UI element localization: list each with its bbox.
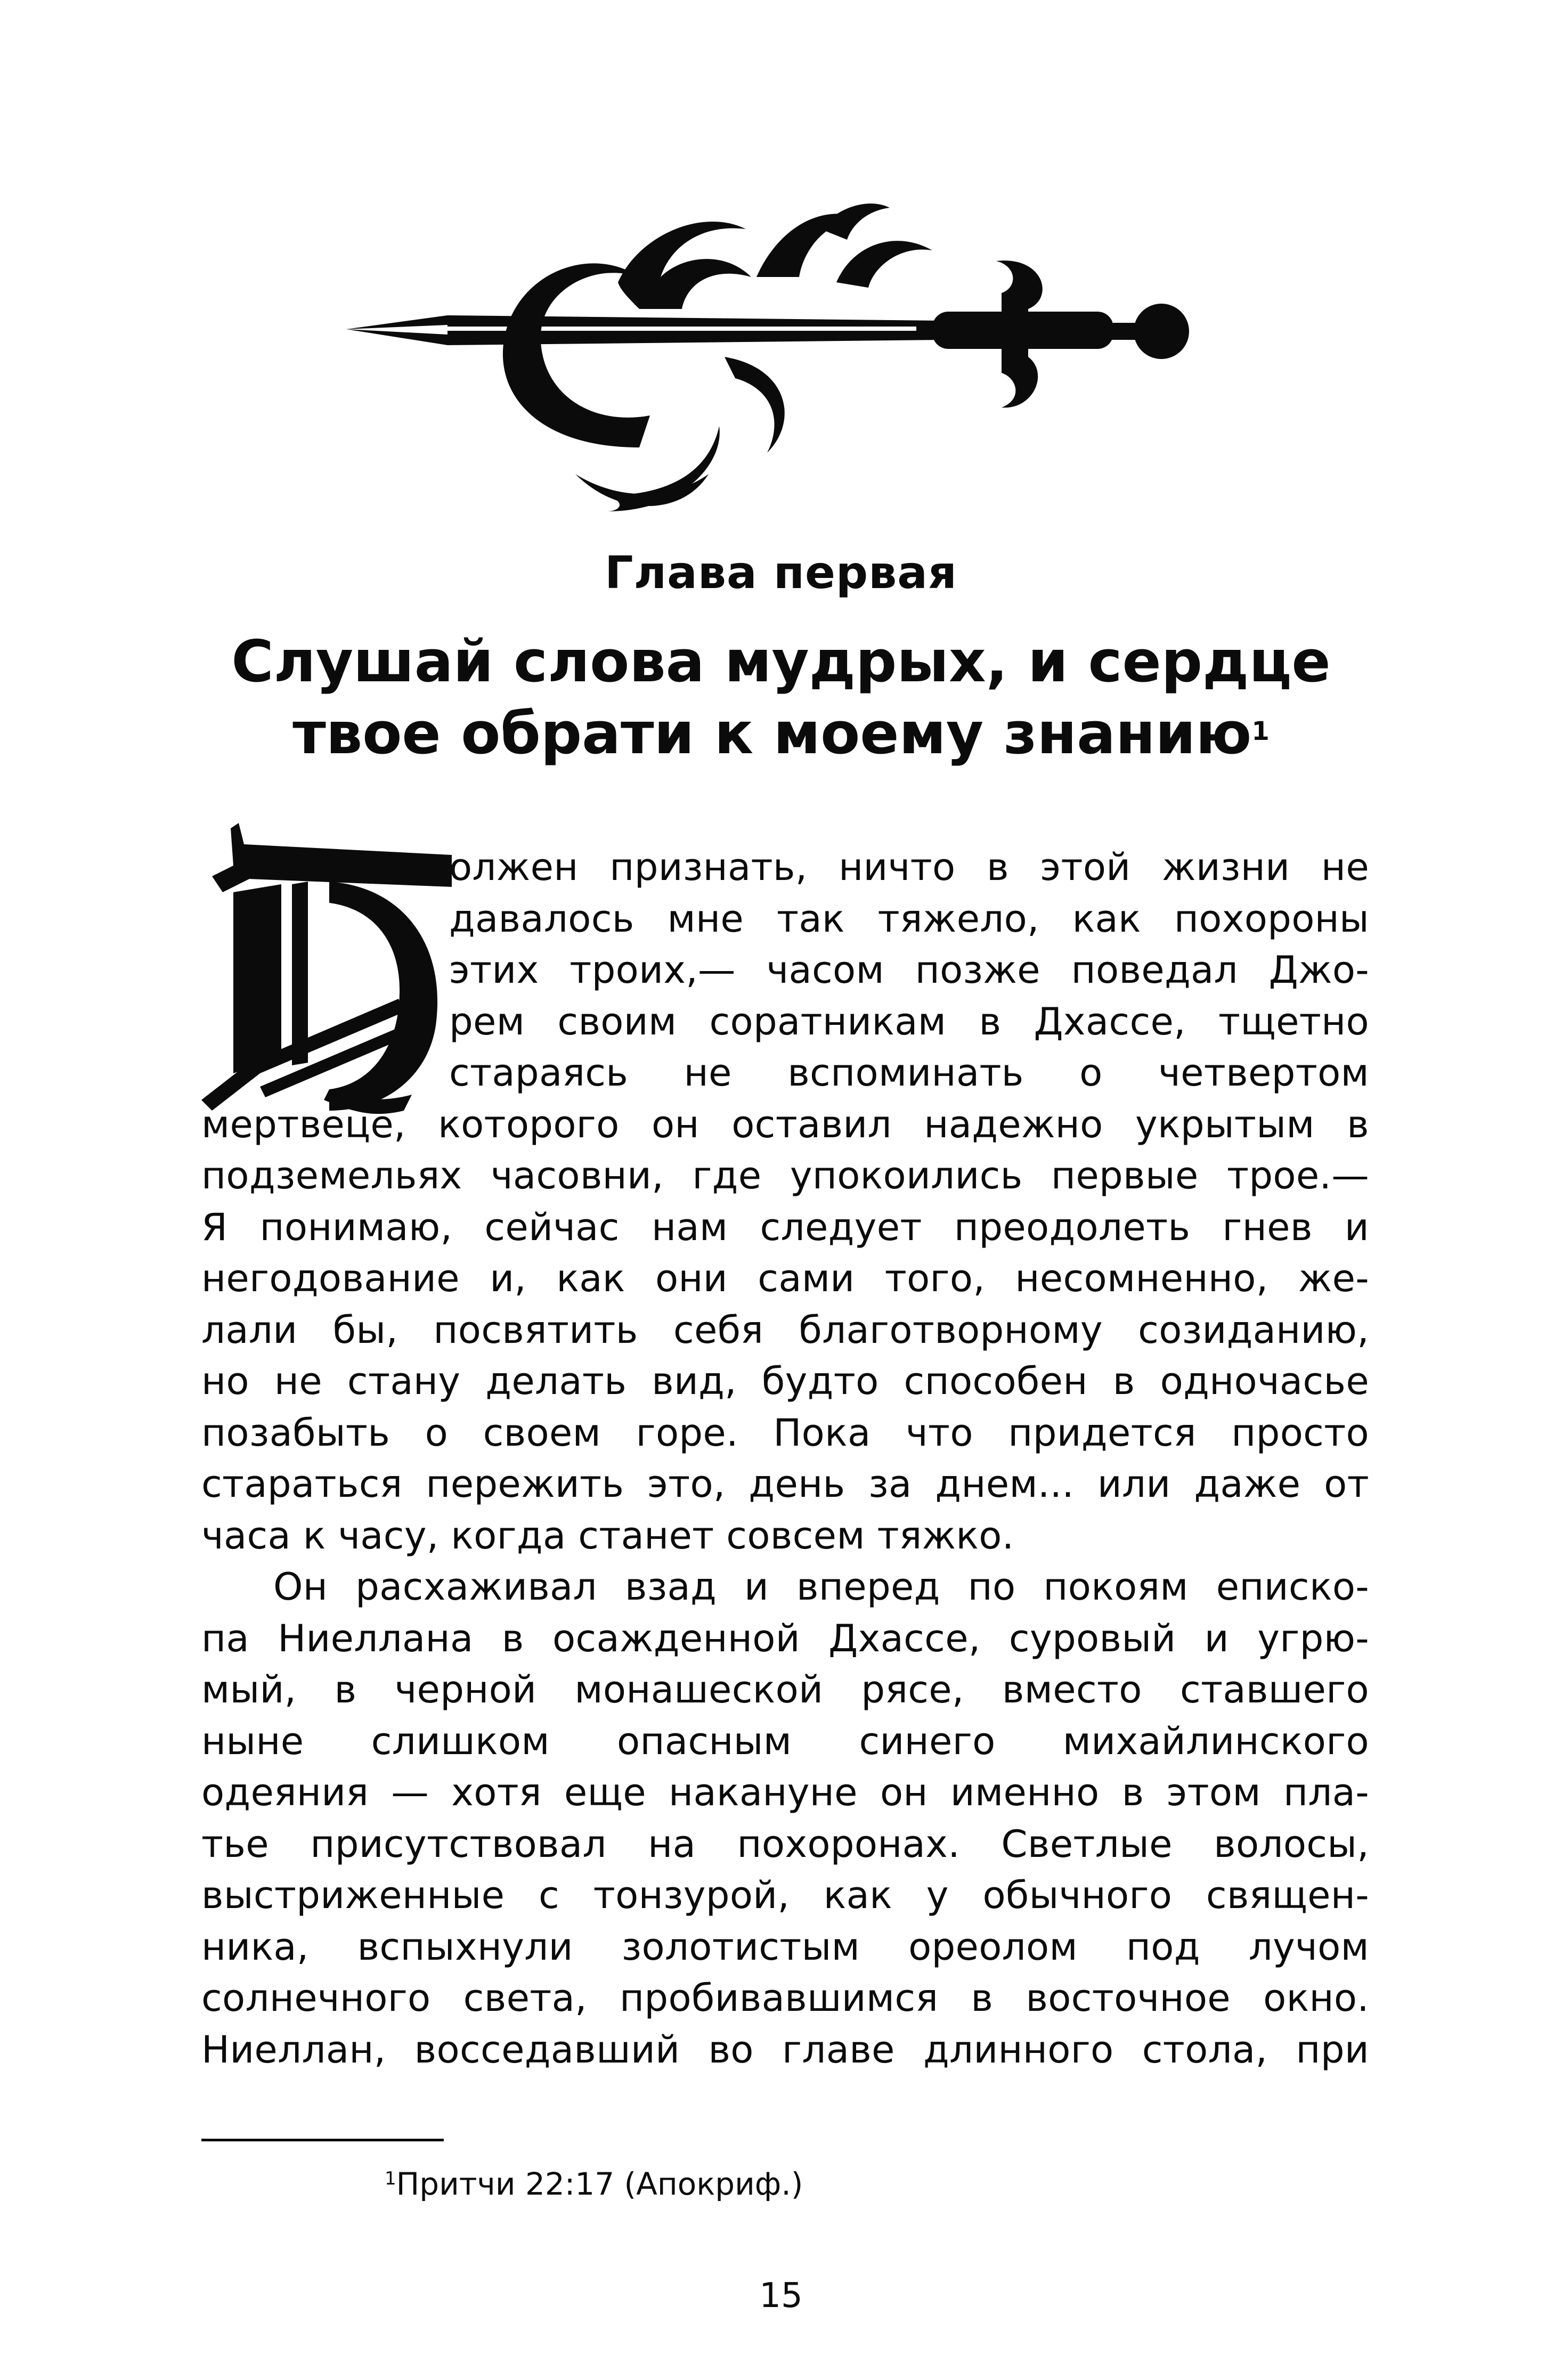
body-text: [201, 842, 1369, 2075]
paragraph-1-line: мертвеце, которого он оставил надежно укрытым в: [201, 1102, 1369, 1146]
paragraph-2-line: солнечного света, пробивавшимся в восточное окно.: [201, 1976, 1369, 2020]
dropcap-letter-text: Д: [201, 823, 202, 824]
chapter-title-line-2: [202, 698, 1360, 770]
chapter-title: [202, 626, 1360, 770]
paragraph-1-line: стараться пережить это, день за днем... или даже от: [201, 1462, 1369, 1506]
paragraph-2-line: тье присутствовал на похоронах. Светлые волосы,: [201, 1822, 1369, 1866]
paragraph-1-line: но не стану делать вид, будто способен в одночасье: [201, 1359, 1369, 1403]
paragraph-2-line: выстриженные с тонзурой, как у обычного священ-: [201, 1873, 1369, 1917]
paragraph-1-line: олжен признать, ничто в этой жизни не: [449, 845, 1369, 889]
paragraph-2-line: Он расхаживал взад и вперед по покоям еписко-: [273, 1565, 1369, 1609]
footnote: [385, 2163, 803, 2205]
paragraph-2-line: мый, в черной монашеской рясе, вместо ставшего: [201, 1668, 1369, 1711]
paragraph-2-line: па Ниеллана в осажденной Дхассе, суровый и угрю-: [201, 1616, 1369, 1660]
footnote-divider: [201, 2139, 444, 2141]
paragraph-2-line: одеяния — хотя еще накануне он именно в этом пла-: [201, 1771, 1369, 1814]
paragraph-1-line: позабыть о своем горе. Пока что придется просто: [201, 1411, 1369, 1455]
footnote-mark: 1: [385, 2168, 396, 2189]
chapter-title-line-2-text: твое обрати к моему знанию: [292, 700, 1252, 767]
chapter-title-line-1: Слушай слова мудрых, и сердце: [231, 629, 1331, 695]
chapter-label: Глава первая: [605, 547, 957, 599]
paragraph-2-line: ника, вспыхнули золотистым ореолом под лучом: [201, 1925, 1369, 1969]
footnote-text: Притчи 22:17 (Апокриф.): [396, 2166, 803, 2202]
paragraph-1-line: рем своим соратникам в Дхассе, тщетно: [449, 999, 1369, 1044]
paragraph-1-line: негодование и, как они сами того, несомненно, же-: [201, 1257, 1369, 1300]
paragraph-1-line: часа к часу, когда станет совсем тяжко.: [201, 1513, 1014, 1558]
paragraph-2-line: ныне слишком опасным синего михайлинского: [201, 1719, 1369, 1763]
sword-ornament-icon: [341, 197, 1236, 527]
page-number: 15: [759, 2276, 803, 2316]
paragraph-2-line: Ниеллан, восседавший во главе длинного стола, при: [201, 2027, 1369, 2072]
paragraph-1-line: давалось мне так тяжело, как похороны: [449, 896, 1369, 941]
footnote-reference: 1: [1251, 716, 1270, 746]
paragraph-1-line: этих троих,— часом позже поведал Джо-: [449, 948, 1369, 992]
paragraph-1-line: подземельях часовни, где упокоились первые трое.—: [201, 1154, 1369, 1197]
paragraph-1-line: лали бы, посвятить себя благотворному созиданию,: [201, 1308, 1369, 1352]
paragraph-1-line: стараясь не вспоминать о четвертом: [449, 1051, 1369, 1095]
paragraph-1-line: Я понимаю, сейчас нам следует преодолеть гнев и: [201, 1205, 1369, 1249]
